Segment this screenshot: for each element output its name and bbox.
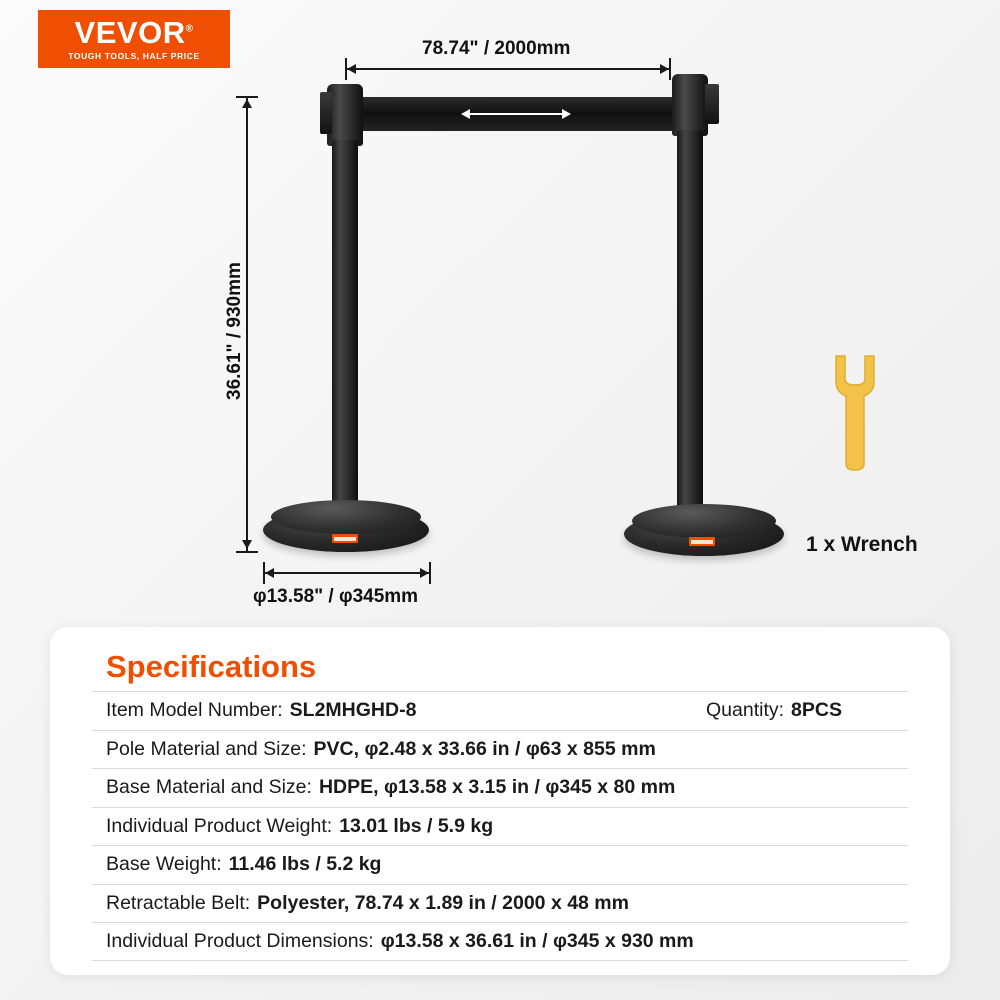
post-height-arrow-bottom [242,540,252,549]
belt-length-tick-right [669,58,671,80]
post-height-tick-top [236,96,258,98]
spec-row-base-weight [92,845,908,884]
spec-label: Individual Product Weight: [106,814,333,837]
belt-length-arrow-right [660,64,669,74]
spec-label: Base Material and Size: [106,776,312,799]
spec-value: 13.01 lbs / 5.9 kg [339,814,494,837]
spec-value: φ13.58 x 36.61 in / φ345 x 930 mm [380,929,694,952]
belt-length-dimension-line [345,68,670,70]
post-base-top-left [271,500,421,534]
logo-registered-mark: ® [185,23,194,35]
spec-value: 11.46 lbs / 5.2 kg [228,853,382,876]
post-pole-left [332,140,358,514]
spec-label: Item Model Number: [106,699,283,722]
post-base-top-right [632,504,776,538]
logo-tagline: TOUGH TOOLS, HALF PRICE [68,51,200,61]
spec-label: Individual Product Dimensions: [106,929,374,952]
spec-row-base-material-and-size [92,768,908,807]
post-height-arrow-top [242,99,252,108]
belt-length-arrow-left [347,64,356,74]
post-cap-right [672,74,708,136]
spec-row-item-model-number [92,691,908,730]
post-height-dimension-label: 36.61" / 930mm [224,262,245,400]
spec-value: HDPE, φ13.58 x 3.15 in / φ345 x 80 mm [318,776,676,799]
base-brand-label-left [332,534,358,543]
base-brand-label-right [689,537,715,546]
specifications-title: Specifications [106,649,317,684]
belt-clip-left [320,92,332,134]
base-diameter-arrow-left [265,568,274,578]
post-pole-right [677,130,703,512]
spec-row-pole-material-and-size [92,730,908,769]
spec-label: Retractable Belt: [106,891,251,914]
belt-clip-right [705,84,719,124]
spec-row-retractable-belt [92,884,908,923]
spec-label: Pole Material and Size: [106,737,307,760]
spec-value: Polyester, 78.74 x 1.89 in / 2000 x 48 mm [257,891,629,914]
wrench-illustration [828,352,888,462]
spec-value: PVC, φ2.48 x 33.66 in / φ63 x 855 mm [313,737,656,760]
post-height-tick-bottom [236,551,258,553]
belt-length-dimension-label: 78.74" / 2000mm [422,38,571,59]
base-diameter-dimension-label: φ13.58" / φ345mm [253,586,419,607]
belt-direction-arrow [470,113,562,115]
spec-label: Base Weight: [106,853,222,876]
wrench-icon [828,352,888,472]
base-diameter-arrow-right [420,568,429,578]
base-diameter-dimension-line [263,572,431,574]
logo-brand-name: VEVOR [74,15,186,50]
post-height-dimension-line [246,96,248,552]
post-cap-left [327,84,363,146]
spec-quantity-value: 8PCS [791,699,842,722]
wrench-accessory-label: 1 x Wrench [806,533,918,556]
specifications-card [50,627,950,975]
spec-row-individual-product-weight [92,807,908,846]
base-diameter-tick-right [429,562,431,584]
spec-quantity-label: Quantity: [706,699,785,722]
spec-quantity-group [706,699,908,722]
spec-value: SL2MHGHD-8 [289,699,417,722]
spec-row-individual-product-dimensions [92,922,908,961]
